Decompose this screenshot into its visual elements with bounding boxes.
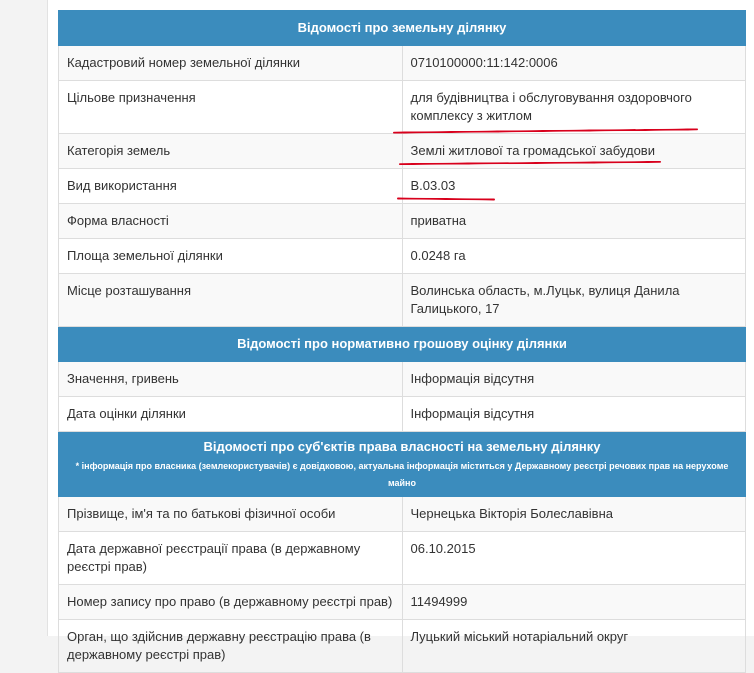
record-number-value: 11494999 xyxy=(402,585,746,620)
table-row xyxy=(59,239,746,274)
table-row xyxy=(59,397,746,432)
section-title: Відомості про нормативно грошову оцінку ділянки xyxy=(59,327,746,362)
row-label: Дата оцінки ділянки xyxy=(59,397,403,432)
row-label: Кадастровий номер земельної ділянки xyxy=(59,46,403,81)
row-label: Площа земельної ділянки xyxy=(59,239,403,274)
row-label: Категорія земель xyxy=(59,134,403,169)
row-label: Орган, що здійснив державну реєстрацію права (в державному реєстрі прав) xyxy=(59,620,403,673)
section-header-valuation xyxy=(59,327,746,362)
table-row xyxy=(59,274,746,327)
row-label: Дата державної реєстрації права (в державному реєстрі прав) xyxy=(59,532,403,585)
table-row xyxy=(59,81,746,134)
land-category-text: Землі житлової та громадської забудови xyxy=(410,143,655,158)
table-row xyxy=(59,497,746,532)
section-title: Відомості про суб'єктів права власності на земельну ділянку xyxy=(203,439,601,454)
land-category-value xyxy=(402,134,746,169)
table-row xyxy=(59,532,746,585)
usage-type-text: В.03.03 xyxy=(410,178,456,193)
usage-type-text-wrap xyxy=(411,177,456,195)
table-row xyxy=(59,46,746,81)
row-label: Цільове призначення xyxy=(59,81,403,134)
table-row xyxy=(59,134,746,169)
valuation-amount-value: Інформація відсутня xyxy=(402,362,746,397)
table-row xyxy=(59,620,746,673)
table-row xyxy=(59,204,746,239)
purpose-value xyxy=(402,81,746,134)
registration-authority-value: Луцький міський нотаріальний округ xyxy=(402,620,746,673)
section-header-owners xyxy=(59,432,746,497)
row-label: Значення, гривень xyxy=(59,362,403,397)
registration-date-value: 06.10.2015 xyxy=(402,532,746,585)
valuation-date-value: Інформація відсутня xyxy=(402,397,746,432)
land-info-panel xyxy=(47,0,754,662)
red-underline-annotation xyxy=(398,161,660,165)
ownership-form-value: приватна xyxy=(402,204,746,239)
row-label: Номер запису про право (в державному реєстрі прав) xyxy=(59,585,403,620)
location-value: Волинська область, м.Луцьк, вулиця Данила Галицького, 17 xyxy=(402,274,746,327)
table-row xyxy=(59,585,746,620)
cadastral-number-value: 0710100000:11:142:0006 xyxy=(402,46,746,81)
red-underline-annotation xyxy=(396,197,494,200)
section-header-land-plot xyxy=(59,11,746,46)
table-row xyxy=(59,169,746,204)
land-info-table xyxy=(58,10,746,673)
table-row xyxy=(59,362,746,397)
row-label: Вид використання xyxy=(59,169,403,204)
usage-type-value xyxy=(402,169,746,204)
section-header-cell xyxy=(59,432,746,497)
row-label: Прізвище, ім'я та по батькові фізичної особи xyxy=(59,497,403,532)
purpose-value-text xyxy=(411,89,738,125)
purpose-text: для будівництва і обслуговування оздоровчого комплексу з житлом xyxy=(410,90,692,123)
land-category-text-wrap xyxy=(411,142,655,160)
row-label: Місце розташування xyxy=(59,274,403,327)
row-label: Форма власності xyxy=(59,204,403,239)
owner-name-value: Чернецька Вікторія Болеславівна xyxy=(402,497,746,532)
section-title: Відомості про земельну ділянку xyxy=(59,11,746,46)
area-value: 0.0248 га xyxy=(402,239,746,274)
owner-info-note: * інформація про власника (землекористувачів) є довідковою, актуальна інформація міститься у Державному реєстрі речових прав на нерухоме майно xyxy=(75,461,729,488)
page-left-gutter xyxy=(0,0,47,636)
